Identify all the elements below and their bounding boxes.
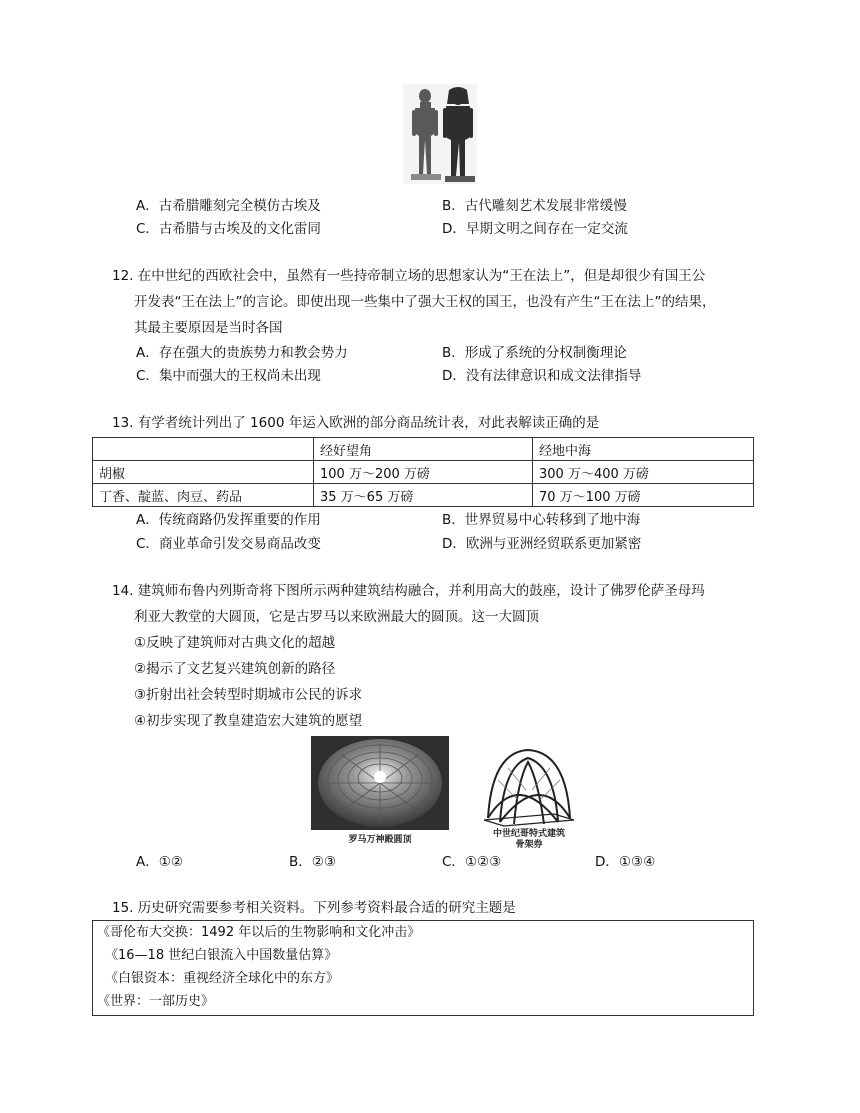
reference-item: 《世界：一部历史》 xyxy=(97,994,215,1009)
q14-stem-line-2: 利亚大教堂的大圆顶，它是古罗马以来欧洲最大的圆顶。这一大圆顶 xyxy=(134,609,539,625)
option-letter: B． xyxy=(442,512,465,528)
q12-option-d xyxy=(442,366,641,386)
option-text: 形成了系统的分权制衡理论 xyxy=(464,345,627,361)
option-text: ②③ xyxy=(311,854,336,870)
option-letter: B． xyxy=(442,198,465,214)
q14-item-4: ④初步实现了教皇建造宏大建筑的愿望 xyxy=(134,713,363,729)
egyptian-greek-statues-illustration xyxy=(403,84,477,184)
option-letter: D． xyxy=(442,536,466,552)
q13-statistics-table xyxy=(92,437,754,507)
q14-stem-line-1: 14. 建筑师布鲁内列斯奇将下图所示两种建筑结构融合，并利用高大的鼓座，设计了佛罗伦萨圣母玛 xyxy=(112,583,705,599)
option-letter: B． xyxy=(289,854,312,870)
option-text: 存在强大的贵族势力和教会势力 xyxy=(158,345,348,361)
option-letter: D． xyxy=(442,368,466,384)
table-row xyxy=(93,461,754,484)
q12-stem-line-1: 12. 在中世纪的西欧社会中，虽然有一些持帝制立场的思想家认为“王在法上”，但是却很少有国王公 xyxy=(112,268,706,284)
q13-option-c xyxy=(136,534,321,554)
gothic-caption-line-1: 中世纪哥特式建筑 xyxy=(492,829,566,839)
q14-item-3: ③折射出社会转型时期城市公民的诉求 xyxy=(134,687,363,703)
option-text: ①③④ xyxy=(618,854,656,870)
q14-item-1: ①反映了建筑师对古典文化的超越 xyxy=(134,635,336,651)
option-text: 没有法律意识和成文法律指导 xyxy=(465,368,642,384)
table-cell: 100 万～200 万磅 xyxy=(314,461,533,484)
table-cell: 300 万～400 万磅 xyxy=(533,461,754,484)
q14-option-c xyxy=(442,852,501,872)
option-text: 古希腊与古埃及的文化雷同 xyxy=(158,221,321,237)
option-text: 古代雕刻艺术发展非常缓慢 xyxy=(464,198,627,214)
option-text: 古希腊雕刻完全模仿古埃及 xyxy=(158,198,321,214)
q15-reference-box xyxy=(92,920,754,1016)
option-letter: C． xyxy=(136,368,159,384)
q12-stem-line-2: 开发表“王在法上”的言论。即使出现一些集中了强大王权的国王，也没有产生“王在法上”的结果， xyxy=(134,294,716,310)
option-letter: A． xyxy=(136,512,159,528)
option-text: 商业革命引发交易商品改变 xyxy=(158,536,321,552)
statues-image xyxy=(403,84,477,184)
option-letter: D． xyxy=(595,854,619,870)
q11-option-c xyxy=(136,219,321,239)
option-letter: D． xyxy=(442,221,466,237)
gothic-rib-vault-illustration xyxy=(478,740,580,850)
option-text: 集中而强大的王权尚未出现 xyxy=(158,368,321,384)
q14-option-b xyxy=(289,852,336,872)
pantheon-caption: 罗马万神殿圆顶 xyxy=(348,835,412,845)
gothic-vault-figure xyxy=(478,740,580,850)
q14-item-2: ②揭示了文艺复兴建筑创新的路径 xyxy=(134,661,336,677)
option-text: 传统商路仍发挥重要的作用 xyxy=(158,512,321,528)
q15-stem: 15. 历史研究需要参考相关资料。下列参考资料最合适的研究主题是 xyxy=(112,900,516,916)
reference-item: 《哥伦布大交换：1492 年以后的生物影响和文化冲击》 xyxy=(97,925,421,940)
table-cell: 70 万～100 万磅 xyxy=(533,484,754,507)
q14-option-a xyxy=(136,852,183,872)
reference-item: 《16—18 世纪白银流入中国数量估算》 xyxy=(105,948,338,963)
option-letter: C． xyxy=(136,536,159,552)
option-text: 早期文明之间存在一定交流 xyxy=(465,221,628,237)
table-row xyxy=(93,484,754,507)
option-letter: A． xyxy=(136,345,159,361)
table-header-cell: 经地中海 xyxy=(533,438,754,461)
q11-option-d xyxy=(442,219,628,239)
pantheon-dome-figure xyxy=(311,736,449,848)
option-letter: A． xyxy=(136,198,159,214)
option-letter: C． xyxy=(136,221,159,237)
q13-option-a xyxy=(136,510,321,530)
table-cell: 胡椒 xyxy=(93,461,314,484)
gothic-caption-line-2: 骨架券 xyxy=(515,840,543,850)
option-letter: A． xyxy=(136,854,159,870)
q12-option-a xyxy=(136,343,348,363)
table-header-row xyxy=(93,438,754,461)
option-text: 世界贸易中心转移到了地中海 xyxy=(464,512,641,528)
q11-option-b xyxy=(442,196,627,216)
option-text: ①② xyxy=(158,854,183,870)
q13-option-d xyxy=(442,534,641,554)
option-text: 欧洲与亚洲经贸联系更加紧密 xyxy=(465,536,642,552)
q13-option-b xyxy=(442,510,640,530)
q12-stem-line-3: 其最主要原因是当时各国 xyxy=(134,320,283,336)
option-text: ①②③ xyxy=(464,854,502,870)
q14-option-d xyxy=(595,852,655,872)
table-header-cell xyxy=(93,438,314,461)
reference-item: 《白银资本：重视经济全球化中的东方》 xyxy=(105,971,340,986)
table-cell: 丁香、靛蓝、肉豆、药品 xyxy=(93,484,314,507)
table-header-cell: 经好望角 xyxy=(314,438,533,461)
pantheon-dome-illustration xyxy=(311,736,449,848)
q12-option-c xyxy=(136,366,321,386)
q11-option-a xyxy=(136,196,321,216)
q13-stem: 13. 有学者统计列出了 1600 年运入欧洲的部分商品统计表，对此表解读正确的是 xyxy=(112,415,600,431)
table-cell: 35 万～65 万磅 xyxy=(314,484,533,507)
option-letter: B． xyxy=(442,345,465,361)
q12-option-b xyxy=(442,343,627,363)
option-letter: C． xyxy=(442,854,465,870)
